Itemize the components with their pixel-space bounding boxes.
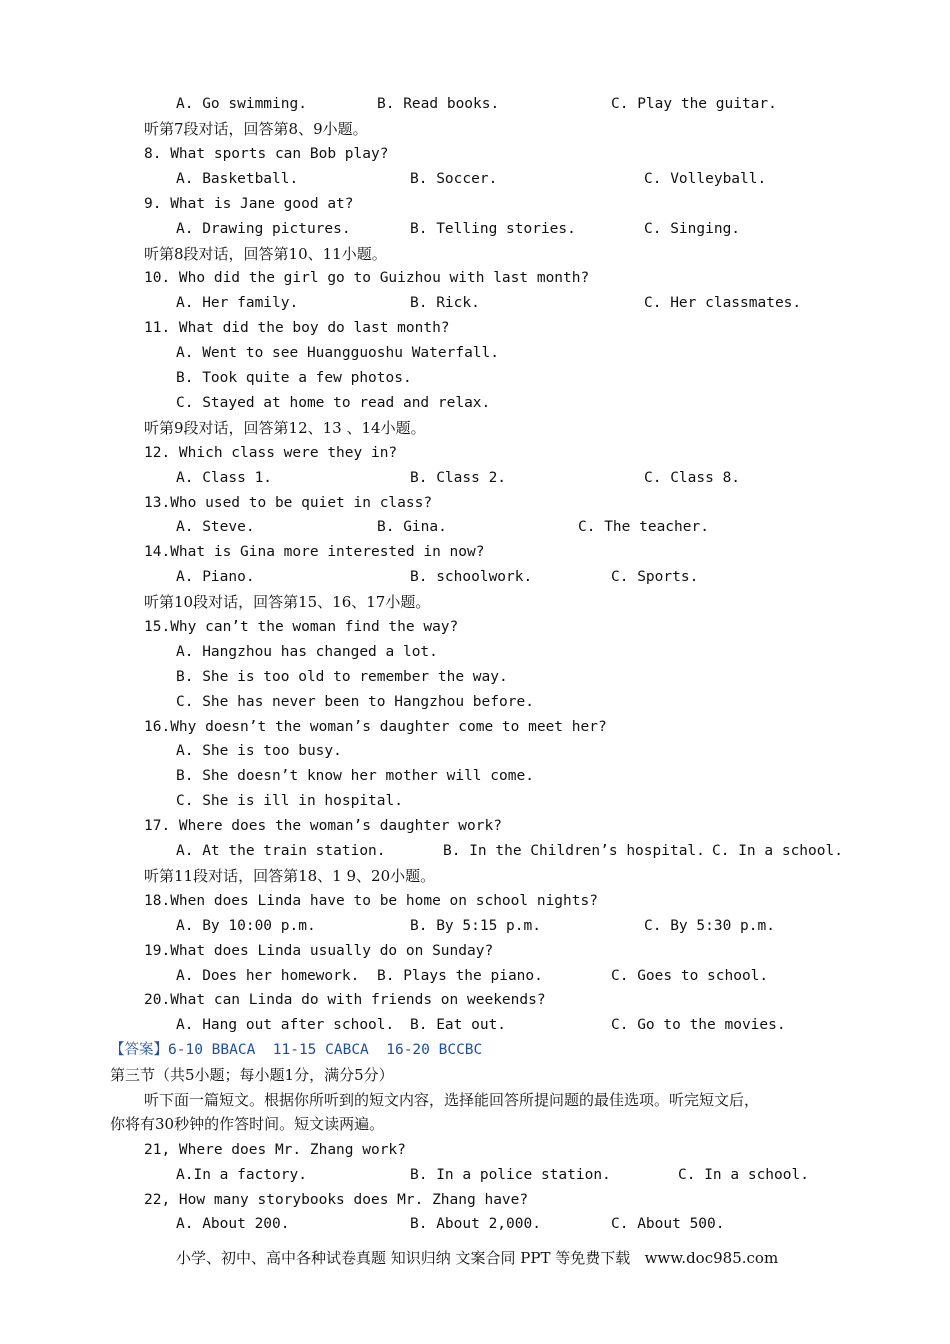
option-c: C. Play the guitar. — [611, 96, 777, 112]
option-b: B. She is too old to remember the way. — [176, 669, 508, 685]
option-b: B. Telling stories. — [410, 221, 576, 237]
option-b: B. Took quite a few photos. — [176, 370, 412, 386]
option-b: B. Gina. — [377, 519, 447, 535]
question-16: 16.Why doesn’t the woman’s daughter come to meet her? — [144, 719, 607, 735]
section-directions: 听下面一篇短文。根据你所听到的短文内容，选择能回答所提问题的最佳选项。听完短文后， — [144, 1091, 760, 1109]
option-c: C. She has never been to Hangzhou before. — [176, 694, 534, 710]
answer-tag: 【答案】 — [110, 1042, 168, 1058]
option-c: C. Class 8. — [644, 470, 741, 486]
section-instruction: 听第9段对话，回答第12、13 、14小题。 — [144, 419, 426, 437]
option-b: B. By 5:15 p.m. — [410, 918, 541, 934]
option-a: A. By 10:00 p.m. — [176, 918, 316, 934]
section-instruction: 听第8段对话，回答第10、11小题。 — [144, 245, 387, 263]
option-b: B. Eat out. — [410, 1017, 507, 1033]
question-15: 15.Why can’t the woman find the way? — [144, 619, 459, 635]
question-11: 11. What did the boy do last month? — [144, 320, 450, 336]
question-9: 9. What is Jane good at? — [144, 196, 354, 212]
question-21: 21, Where does Mr. Zhang work? — [144, 1142, 406, 1158]
section-instruction: 听第11段对话，回答第18、1 9、20小题。 — [144, 867, 436, 885]
section-instruction: 听第7段对话，回答第8、9小题。 — [144, 120, 368, 138]
option-c: C. In a school. — [712, 843, 843, 859]
option-a: A. Hangzhou has changed a lot. — [176, 644, 438, 660]
question-20: 20.What can Linda do with friends on weekends? — [144, 992, 546, 1008]
question-17: 17. Where does the woman’s daughter work? — [144, 818, 502, 834]
option-a: A. She is too busy. — [176, 743, 342, 759]
option-a: A. Piano. — [176, 569, 255, 585]
option-b: B. In a police station. — [410, 1167, 611, 1183]
question-10: 10. Who did the girl go to Guizhou with last month? — [144, 270, 590, 286]
option-b: B. She doesn’t know her mother will come. — [176, 768, 534, 784]
option-a: A. Steve. — [176, 519, 255, 535]
option-c: C. Go to the movies. — [611, 1017, 786, 1033]
option-c: C. Sports. — [611, 569, 699, 585]
option-c: C. By 5:30 p.m. — [644, 918, 775, 934]
section-heading: 第三节（共5小题；每小题1分，满分5分） — [110, 1066, 394, 1084]
question-22: 22, How many storybooks does Mr. Zhang have? — [144, 1192, 529, 1208]
question-8: 8. What sports can Bob play? — [144, 146, 389, 162]
question-12: 12. Which class were they in? — [144, 445, 398, 461]
option-c: C. Singing. — [644, 221, 741, 237]
option-b: B. About 2,000. — [410, 1216, 541, 1232]
option-a: A. Drawing pictures. — [176, 221, 351, 237]
option-c: C. Goes to school. — [611, 968, 769, 984]
option-a: A. Her family. — [176, 295, 299, 311]
option-c: C. She is ill in hospital. — [176, 793, 403, 809]
section-instruction: 听第10段对话，回答第15、16、17小题。 — [144, 593, 431, 611]
option-a: A. Go swimming. — [176, 96, 307, 112]
option-b: B. Rick. — [410, 295, 480, 311]
option-a: A. Basketball. — [176, 171, 299, 187]
option-a: A. Does her homework. — [176, 968, 360, 984]
option-a: A. About 200. — [176, 1216, 290, 1232]
option-b: B. Plays the piano. — [377, 968, 543, 984]
option-c: C. About 500. — [611, 1216, 725, 1232]
option-a: A. Went to see Huangguoshu Waterfall. — [176, 345, 500, 361]
question-14: 14.What is Gina more interested in now? — [144, 544, 485, 560]
option-b: B. In the Children’s hospital. — [443, 843, 705, 859]
answer-text: 6-10 BBACA 11-15 CABCA 16-20 BCCBC — [168, 1042, 483, 1058]
option-a: A. Class 1. — [176, 470, 273, 486]
option-c: C. Volleyball. — [644, 171, 767, 187]
option-b: B. Soccer. — [410, 171, 498, 187]
option-b: B. schoolwork. — [410, 569, 533, 585]
option-a: A. At the train station. — [176, 843, 386, 859]
option-c: C. In a school. — [678, 1167, 809, 1183]
option-b: B. Read books. — [377, 96, 500, 112]
question-18: 18.When does Linda have to be home on school nights? — [144, 893, 598, 909]
section-directions-cont: 你将有30秒钟的作答时间。短文读两遍。 — [110, 1115, 385, 1133]
option-c: C. Stayed at home to read and relax. — [176, 395, 491, 411]
question-13: 13.Who used to be quiet in class? — [144, 495, 433, 511]
option-a: A. Hang out after school. — [176, 1017, 395, 1033]
page-footer: 小学、初中、高中各种试卷真题 知识归纳 文案合同 PPT 等免费下载 www.doc985.com — [176, 1249, 779, 1267]
option-b: B. Class 2. — [410, 470, 507, 486]
option-c: C. The teacher. — [578, 519, 709, 535]
answer-key — [110, 1040, 482, 1060]
option-a: A.In a factory. — [176, 1167, 307, 1183]
option-c: C. Her classmates. — [644, 295, 802, 311]
question-19: 19.What does Linda usually do on Sunday? — [144, 943, 494, 959]
